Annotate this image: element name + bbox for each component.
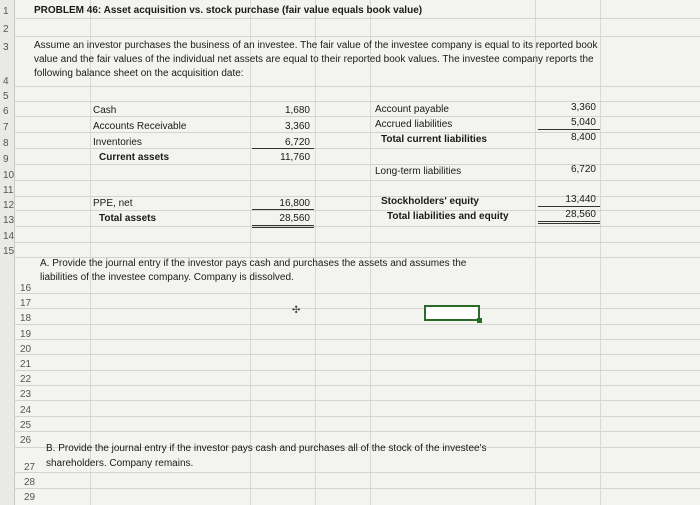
underline [252,209,314,210]
row-number[interactable]: 2 [3,24,9,35]
column-divider [535,0,536,505]
row-number[interactable]: 6 [3,106,9,117]
row-number[interactable]: 8 [3,138,9,149]
row-number[interactable]: 7 [3,122,9,133]
row-number[interactable]: 10 [3,170,15,181]
row-number[interactable]: 3 [3,42,9,53]
row-number[interactable]: 5 [3,91,9,102]
ap-value[interactable]: 3,360 [570,102,596,113]
selected-cell[interactable] [424,305,480,321]
total-liabilities-equity-label[interactable]: Total liabilities and equity [387,211,509,222]
row-number[interactable]: 22 [20,374,32,385]
total-current-liabilities-label[interactable]: Total current liabilities [381,134,487,145]
question-b-line[interactable]: shareholders. Company remains. [46,458,194,469]
intro-line[interactable]: Assume an investor purchases the business of an investee. The fair value of the investee company is equal to its reported book [34,40,598,51]
cash-value[interactable]: 1,680 [284,105,310,116]
column-divider [250,0,251,505]
ap-label[interactable]: Account payable [375,104,449,115]
column-divider [315,0,316,505]
total-current-liabilities-value[interactable]: 8,400 [570,132,596,143]
column-divider [370,0,371,505]
row-number[interactable]: 20 [20,344,32,355]
double-underline [252,225,314,228]
row-number[interactable]: 26 [20,435,32,446]
row-number[interactable]: 4 [3,76,9,87]
row-number[interactable]: 1 [3,6,9,17]
row-number[interactable]: 21 [20,359,32,370]
accrued-value[interactable]: 5,040 [570,117,596,128]
problem-title[interactable]: PROBLEM 46: Asset acquisition vs. stock purchase (fair value equals book value) [34,5,423,16]
question-b-line[interactable]: B. Provide the journal entry if the investor pays cash and purchases all of the stock of the investee's [46,443,487,454]
total-assets-value[interactable]: 28,560 [279,213,310,224]
ppe-value[interactable]: 16,800 [279,198,310,209]
ar-label[interactable]: Accounts Receivable [93,121,187,132]
ar-value[interactable]: 3,360 [284,121,310,132]
double-underline [538,221,600,224]
row-number[interactable]: 11 [3,185,14,196]
row-number[interactable]: 15 [3,246,15,257]
column-divider [600,0,601,505]
row-number[interactable]: 19 [20,329,32,340]
stockholders-equity-value[interactable]: 13,440 [565,194,596,205]
row-number[interactable]: 29 [24,492,36,503]
accrued-label[interactable]: Accrued liabilities [375,119,453,130]
question-a-line[interactable]: liabilities of the investee company. Company is dissolved. [40,272,294,283]
row-number[interactable]: 27 [24,462,36,473]
mouse-cursor-icon: ✣ [292,305,301,316]
intro-line[interactable]: following balance sheet on the acquisition date: [34,68,244,79]
current-assets-label[interactable]: Current assets [99,152,170,163]
row-number[interactable]: 28 [24,477,36,488]
total-liabilities-equity-value[interactable]: 28,560 [565,209,596,220]
underline [538,206,600,207]
row-number[interactable]: 12 [3,200,15,211]
inventories-label[interactable]: Inventories [93,137,142,148]
row-number[interactable]: 25 [20,420,32,431]
row-number[interactable]: 17 [20,298,32,309]
row-number[interactable]: 16 [20,283,32,294]
fill-handle[interactable] [477,318,482,323]
current-assets-value[interactable]: 11,760 [280,152,310,163]
row-number[interactable]: 18 [20,313,32,324]
row-number[interactable]: 13 [3,215,15,226]
underline [252,148,314,149]
ppe-label[interactable]: PPE, net [93,198,133,209]
total-assets-label[interactable]: Total assets [99,213,157,224]
ltl-label[interactable]: Long-term liabilities [375,166,462,177]
inventories-value[interactable]: 6,720 [284,137,310,148]
question-a-line[interactable]: A. Provide the journal entry if the investor pays cash and purchases the assets and assumes the [40,258,467,269]
ltl-value[interactable]: 6,720 [570,164,596,175]
intro-line[interactable]: value and the fair values of the individual net assets are equal to their reported book values. The investee company reports the [34,54,594,65]
cash-label[interactable]: Cash [93,105,117,116]
row-number[interactable]: 9 [3,154,9,165]
underline [538,129,600,130]
row-number[interactable]: 24 [20,405,32,416]
stockholders-equity-label[interactable]: Stockholders' equity [381,196,479,207]
row-number[interactable]: 23 [20,389,32,400]
row-number[interactable]: 14 [3,231,15,242]
